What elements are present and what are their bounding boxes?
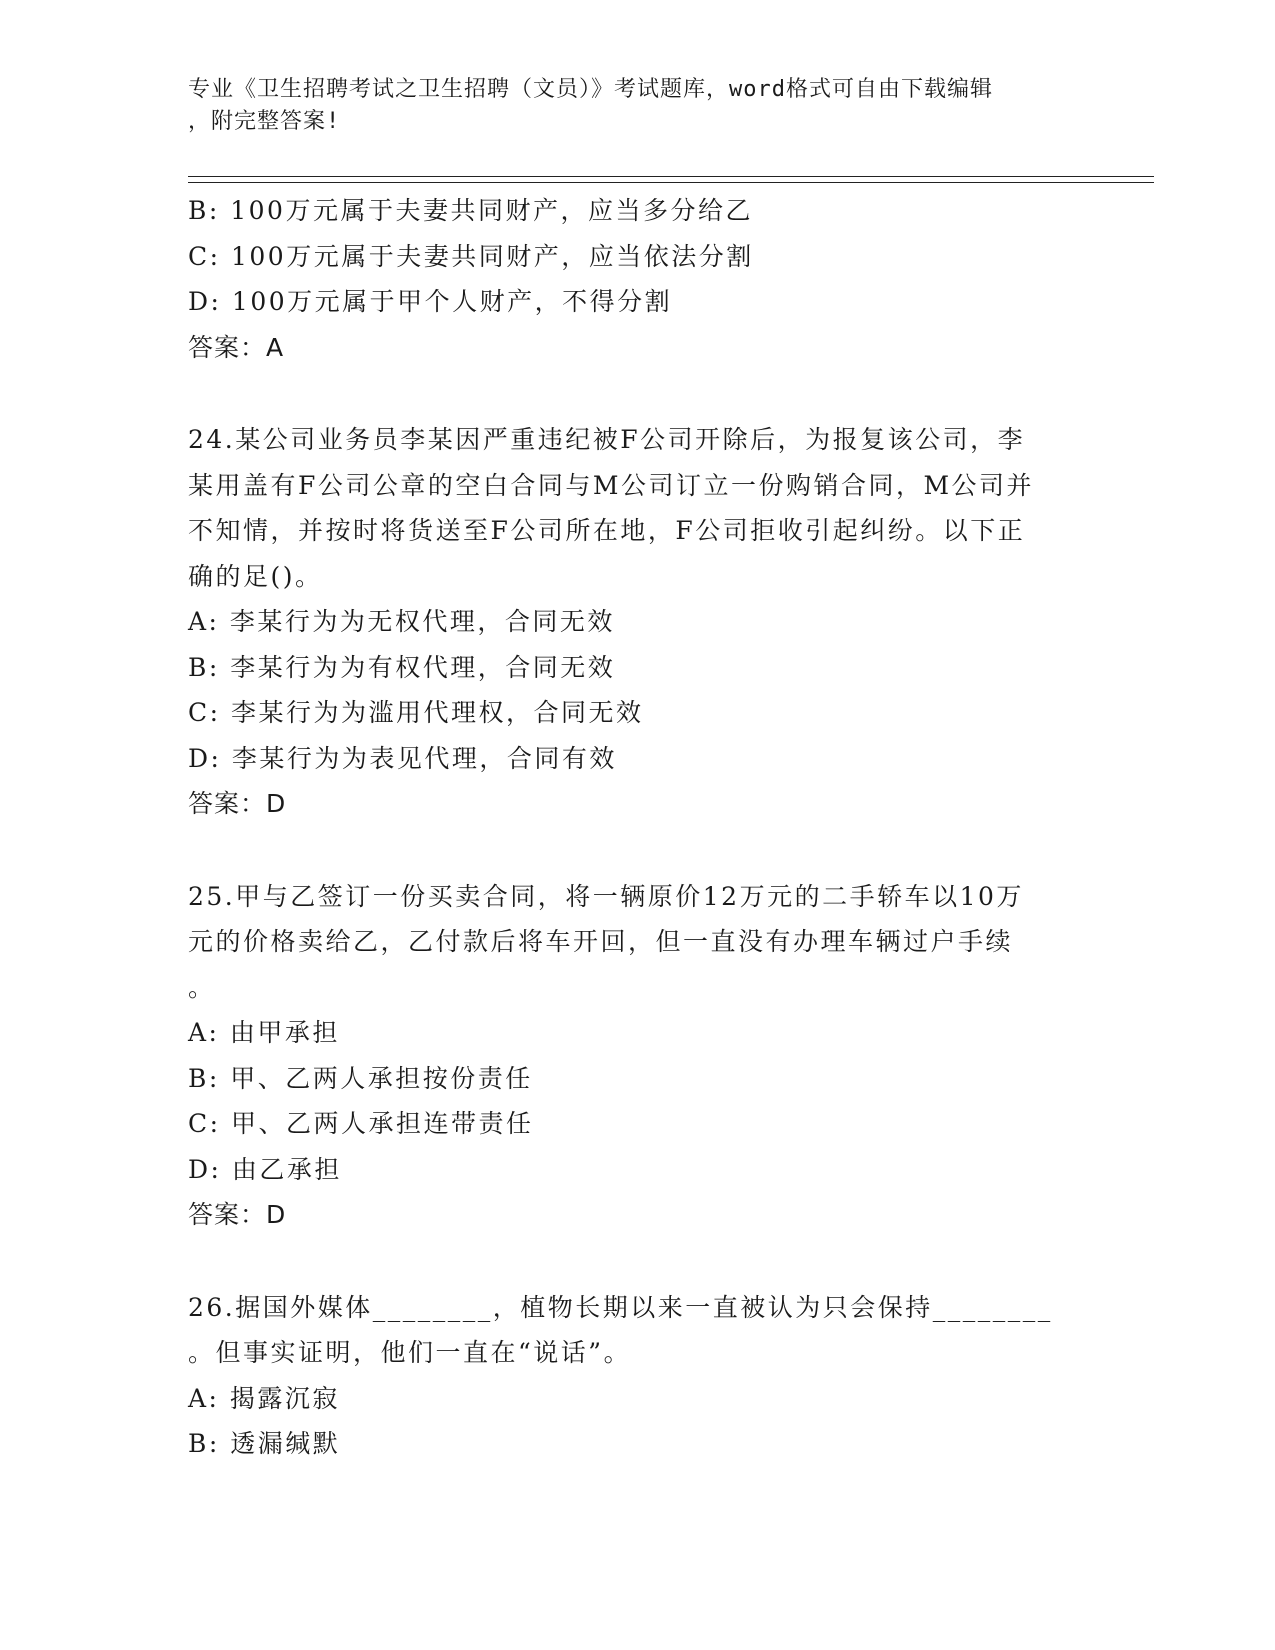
document-header [188,74,1068,138]
question-23 [188,188,1088,370]
spacer [188,827,1088,874]
header-rule-top [188,176,1154,177]
answer: 答案：D [188,1200,287,1229]
spacer [188,370,1088,417]
question-text-line: 不知情，并按时将货送至F公司所在地，F公司拒收引起纠纷。以下正 [188,516,1026,545]
question-24 [188,417,1088,827]
question-text-line: 确的足()。 [188,561,323,591]
header-line-1: 专业《卫生招聘考试之卫生招聘（文员）》考试题库，word格式可自由下载编辑 [188,77,993,102]
question-text-line: 某用盖有F公司公章的空白合同与M公司订立一份购销合同，M公司并 [188,470,1035,500]
option-a: A: 由甲承担 [188,1018,340,1047]
option-b: B: 100万元属于夫妻共同财产，应当多分给乙 [188,196,753,225]
answer: 答案：D [188,789,287,818]
question-content [188,188,1088,1467]
header-line-2: ，附完整答案! [188,109,341,134]
option-c: C: 甲、乙两人承担连带责任 [188,1109,534,1138]
option-c: C: 李某行为为滥用代理权，合同无效 [188,698,644,727]
option-d: D: 100万元属于甲个人财产，不得分割 [188,287,673,316]
spacer [188,1238,1088,1285]
question-25 [188,874,1088,1238]
option-c: C: 100万元属于夫妻共同财产，应当依法分割 [188,241,754,271]
question-26 [188,1285,1088,1467]
question-text-line: 。 [188,972,216,1002]
header-rule-bottom [188,182,1154,183]
option-b: B: 李某行为为有权代理，合同无效 [188,652,616,682]
question-text-line: 。但事实证明，他们一直在“说话”。 [188,1338,632,1367]
option-b: B: 甲、乙两人承担按份责任 [188,1063,533,1093]
option-b: B: 透漏缄默 [188,1429,341,1458]
question-text-line: 26.据国外媒体________，植物长期以来一直被认为只会保持________ [188,1292,1053,1322]
option-d: D: 李某行为为表见代理，合同有效 [188,743,617,773]
option-d: D: 由乙承担 [188,1154,342,1184]
question-text-line: 元的价格卖给乙，乙付款后将车开回，但一直没有办理车辆过户手续 [188,927,1014,956]
question-text-line: 25.甲与乙签订一份买卖合同，将一辆原价12万元的二手轿车以10万 [188,881,1024,911]
option-a: A: 李某行为为无权代理，合同无效 [188,607,615,636]
question-text-line: 24.某公司业务员李某因严重违纪被F公司开除后，为报复该公司，李 [188,425,1026,454]
option-a: A: 揭露沉寂 [188,1383,340,1413]
answer: 答案：A [188,332,285,362]
